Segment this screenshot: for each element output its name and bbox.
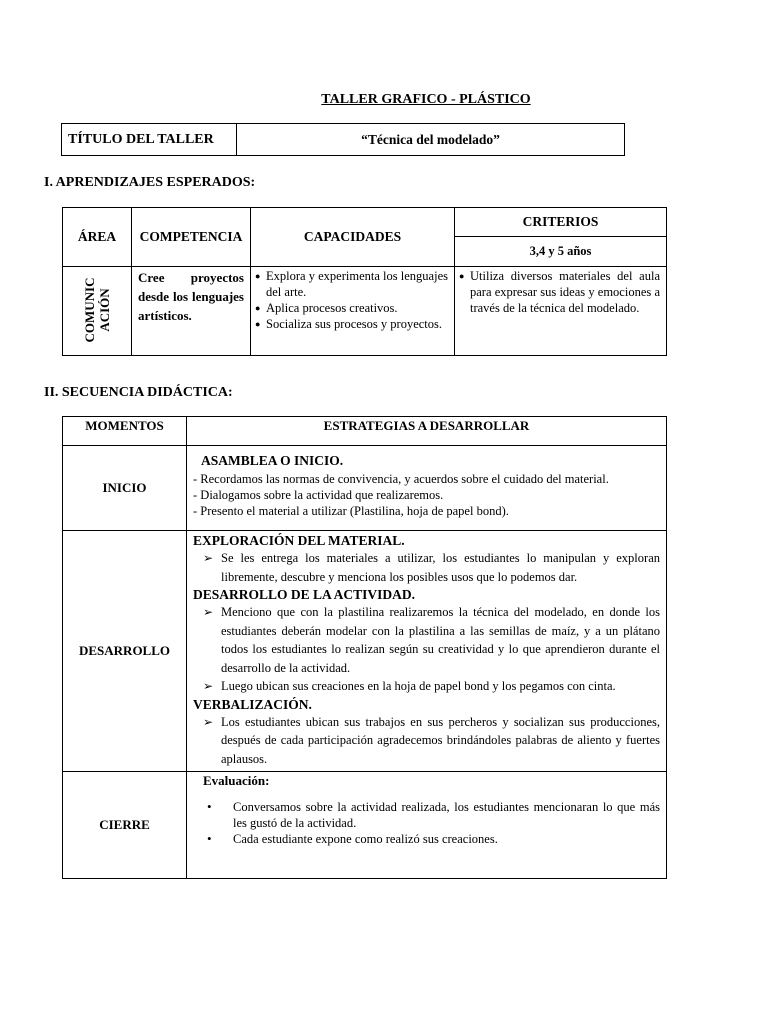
capacidad-item: ● Aplica procesos creativos. [255,300,448,316]
inicio-list [193,471,660,519]
header-criterios: CRITERIOS [455,208,667,237]
area-line-1: COMUNIC [82,277,97,343]
cierre-item: • Conversamos sobre la actividad realizada, los estudiantes mencionaran lo que más les gustó de la actividad. [233,799,660,831]
sequence-table [62,416,667,879]
actividad-title: DESARROLLO DE LA ACTIVIDAD. [193,587,416,602]
learning-table [62,207,667,356]
exploracion-list [193,549,660,586]
area-cell [63,267,132,356]
verbalizacion-list [193,713,660,769]
moment-cierre: CIERRE [63,772,187,879]
cierre-content [187,772,667,879]
competencia-cell [132,267,251,356]
cierre-item: • Cada estudiante expone como realizó sus creaciones. [233,831,660,847]
criterio-item: ● Utiliza diversos materiales del aula para expresar sus ideas y emociones a través de la técnica del modelado. [459,268,660,316]
inicio-item: - Presento el material a utilizar (Plastilina, hoja de papel bond). [193,504,509,518]
section-2-heading: II. SECUENCIA DIDÁCTICA: [44,385,233,400]
inicio-content [187,446,667,531]
document-title-text: TALLER GRAFICO - PLÁSTICO [321,92,531,107]
actividad-list [193,603,660,696]
header-capacidades: CAPACIDADES [251,208,455,267]
exploracion-title: EXPLORACIÓN DEL MATERIAL. [193,533,405,548]
criterios-cell [455,267,667,356]
exploracion-item: ➢ Se les entrega los materiales a utilizar, los estudiantes lo manipulan y exploran libremente, descubre y menciona los posibles usos que lo podemos dar. [221,549,660,586]
inicio-title: ASAMBLEA O INICIO. [201,453,344,468]
workshop-title-table [61,123,625,156]
header-estrategias: ESTRATEGIAS A DESARROLLAR [187,417,667,446]
document-title [0,92,768,108]
moment-inicio: INICIO [63,446,187,531]
section-1-heading: I. APRENDIZAJES ESPERADOS: [44,175,256,190]
actividad-item: ➢ Luego ubican sus creaciones en la hoja de papel bond y los pegamos con cinta. [221,677,660,696]
inicio-item: - Recordamos las normas de convivencia, y acuerdos sobre el cuidado del material. [193,472,609,486]
capacidades-cell [251,267,455,356]
capacidades-list [255,268,448,332]
header-competencia: COMPETENCIA [132,208,251,267]
cierre-title: Evaluación: [203,773,270,788]
capacidad-item: ● Socializa sus procesos y proyectos. [255,316,448,332]
criterios-list [459,268,660,316]
header-momentos: MOMENTOS [63,417,187,446]
area-value [82,278,112,343]
actividad-item: ➢ Menciono que con la plastilina realizaremos la técnica del modelado, en donde los estudiantes deberán modelar con la plastilina a las semillas de maíz, y a un plátano todos los estudiantes lo realizan según su creatividad y lo que aprendieron durante el desarrollo de la actividad. [221,603,660,677]
header-area: ÁREA [63,208,132,267]
workshop-title-label: TÍTULO DEL TALLER [62,124,237,156]
inicio-item: - Dialogamos sobre la actividad que realizaremos. [193,488,444,502]
area-line-2: ACIÓN [97,288,112,332]
verbalizacion-title: VERBALIZACIÓN. [193,696,312,712]
cierre-list [193,799,660,847]
moment-desarrollo: DESARROLLO [63,531,187,772]
desarrollo-content [187,531,667,772]
verbalizacion-item: ➢ Los estudiantes ubican sus trabajos en sus percheros y socializan sus producciones, después de cada participación agradecemos brindándoles palabras de aliento y fuertes aplausos. [221,713,660,769]
header-edades: 3,4 y 5 años [455,237,667,267]
competencia-value: Cree proyectos desde los lenguajes artísticos. [138,270,244,323]
capacidad-item: ● Explora y experimenta los lenguajes del arte. [255,268,448,300]
workshop-title-value: “Técnica del modelado” [237,124,625,156]
